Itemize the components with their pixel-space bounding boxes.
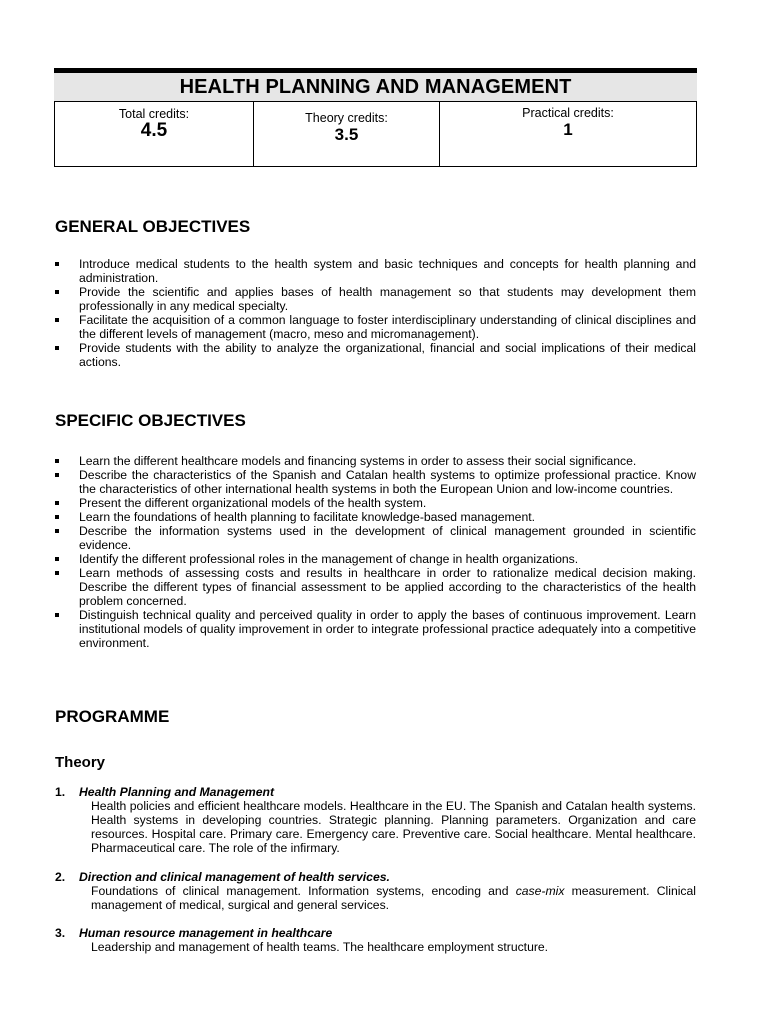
programme-item-number: 1. (55, 785, 66, 799)
list-item-text: Learn the foundations of health planning to facilitate knowledge-based management. (79, 510, 535, 524)
list-item-text: Provide the scientific and applies bases of health management so that students may development them professionally in any medical specialty. (79, 285, 696, 313)
bullet-icon (55, 571, 59, 575)
bullet-icon (55, 346, 59, 350)
programme-item-body: Leadership and management of health teams. The healthcare employment structure. (91, 940, 549, 954)
list-item (55, 313, 696, 341)
credits-row (54, 102, 697, 167)
list-item (55, 285, 696, 313)
theory-credits-cell (253, 102, 439, 166)
programme-item-title: Direction and clinical management of health services. (79, 870, 390, 884)
programme-item-body (55, 884, 696, 912)
list-item (55, 608, 696, 650)
practical-credits-value: 1 (563, 120, 573, 139)
practical-credits-cell (439, 102, 696, 166)
programme-item (55, 926, 696, 954)
programme-item-title: Human resource management in healthcare (79, 926, 333, 940)
case-mix-term: case-mix (515, 884, 565, 898)
bullet-icon (55, 459, 59, 463)
bullet-icon (55, 501, 59, 505)
specific-objectives-heading: SPECIFIC OBJECTIVES (55, 411, 246, 430)
bullet-icon (55, 613, 59, 617)
list-item-text: Facilitate the acquisition of a common language to foster interdisciplinary understanding of clinical disciplines and the different levels of management (macro, meso and micromanagement). (79, 313, 696, 341)
programme-item-body: Health policies and efficient healthcare models. Healthcare in the EU. The Spanish and Catalan health systems. Health systems in developing countries. Strategic planning. Planning parameters. Organization and care resources. Hospital care. Primary care. Emergency care. Preventive care. Social healthcare. Mental healthcare. Pharmaceutical care. The role of the infirmary. (91, 799, 696, 855)
list-item-text: Distinguish technical quality and perceived quality in order to apply the bases of continuous improvement. Learn institutional models of quality improvement in order to integrate professional practice adequately into a competitive environment. (79, 608, 696, 650)
list-item-text: Identify the different professional roles in the management of change in health organizations. (79, 552, 579, 566)
list-item-text: Learn methods of assessing costs and results in healthcare in order to rationalize medical decision making. Describe the different types of financial assessment to be applied according to the characteristics of the health problem concerned. (79, 566, 696, 608)
specific-objectives-list (55, 454, 696, 650)
bullet-icon (55, 529, 59, 533)
bullet-icon (55, 557, 59, 561)
theory-subheading: Theory (55, 754, 106, 771)
bullet-icon (55, 318, 59, 322)
list-item-text: Describe the information systems used in the development of clinical management grounded in scientific evidence. (79, 524, 696, 552)
programme-heading: PROGRAMME (55, 707, 170, 726)
total-credits-cell (55, 102, 253, 166)
practical-credits-label: Practical credits: (522, 106, 614, 120)
course-header-table (54, 68, 697, 167)
total-credits-value: 4.5 (140, 120, 168, 141)
programme-item (55, 785, 696, 855)
list-item (55, 524, 696, 552)
programme-item (55, 870, 696, 912)
theory-credits-label: Theory credits: (305, 111, 388, 125)
list-item-text: Learn the different healthcare models and financing systems in order to assess their social significance. (79, 454, 637, 468)
programme-item-number: 3. (55, 926, 66, 940)
list-item-text: Provide students with the ability to analyze the organizational, financial and social implications of their medical actions. (79, 341, 696, 369)
bullet-icon (55, 290, 59, 294)
list-item-text: Describe the characteristics of the Spanish and Catalan health systems to optimize professional practice. Know the characteristics of other international health systems in both the European Union and low-income countries. (79, 468, 696, 496)
list-item (55, 257, 696, 285)
list-item-text: Introduce medical students to the health system and basic techniques and concepts for health planning and administration. (79, 257, 696, 285)
theory-credits-value: 3.5 (334, 125, 359, 144)
list-item (55, 552, 696, 566)
total-credits-label: Total credits: (118, 107, 190, 121)
list-item (55, 341, 696, 369)
list-item (55, 454, 696, 468)
list-item-text: Present the different organizational models of the health system. (79, 496, 427, 510)
course-title: HEALTH PLANNING AND MANAGEMENT (54, 68, 697, 102)
bullet-icon (55, 262, 59, 266)
programme-item-body-text: measurement. Clinical management of medical, surgical and general services. (91, 884, 697, 912)
programme-item-body-text: Foundations of clinical management. Information systems, encoding and (91, 884, 516, 898)
programme-item-title: Health Planning and Management (79, 785, 275, 799)
general-objectives-list (55, 257, 696, 369)
list-item (55, 510, 696, 524)
list-item (55, 496, 696, 510)
list-item (55, 566, 696, 608)
programme-item-number: 2. (55, 870, 66, 884)
bullet-icon (55, 515, 59, 519)
bullet-icon (55, 473, 59, 477)
general-objectives-heading: GENERAL OBJECTIVES (55, 217, 251, 236)
list-item (55, 468, 696, 496)
